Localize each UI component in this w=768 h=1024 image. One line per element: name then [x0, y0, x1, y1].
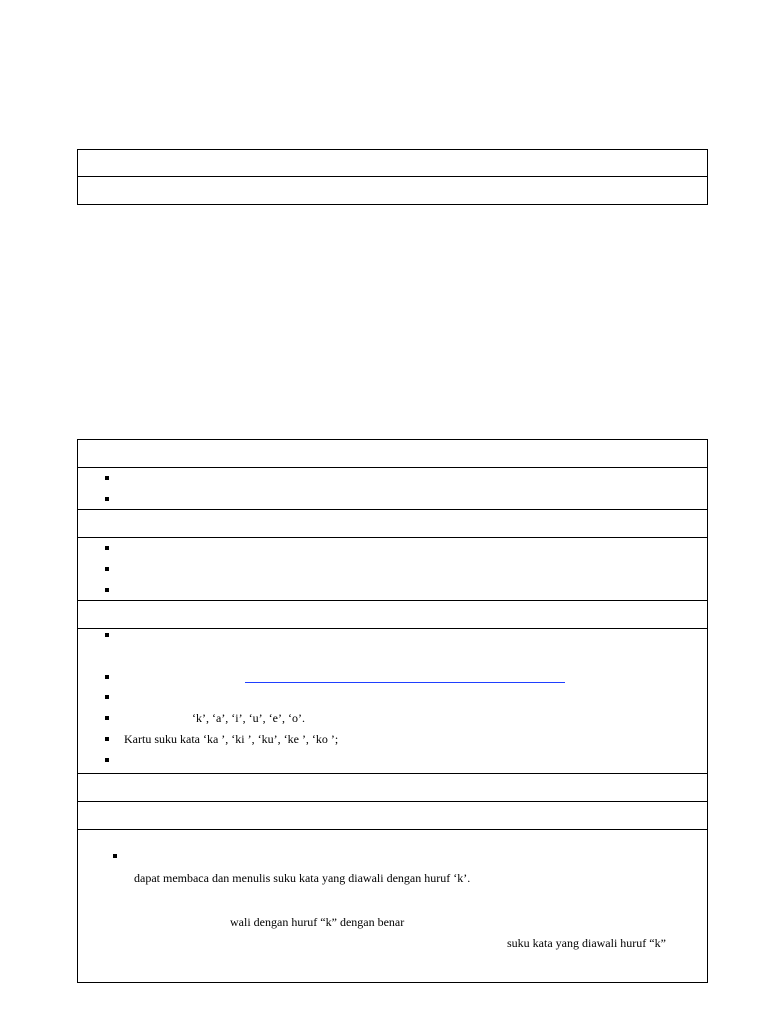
list-item — [78, 489, 707, 510]
bullet-list — [78, 468, 707, 510]
bullet-marker — [105, 633, 109, 637]
hyperlink-underline[interactable] — [245, 682, 565, 683]
bullet-marker — [113, 854, 117, 858]
section-content-row — [78, 538, 707, 601]
header-table — [77, 149, 708, 205]
bullet-marker — [105, 675, 109, 679]
list-item — [78, 538, 707, 559]
letter-cards-text: ‘k’, ‘a’, ‘i’, ‘u’, ‘e’, ‘o’. — [192, 711, 305, 725]
header-table-row — [78, 150, 707, 177]
section-header-row — [78, 802, 707, 830]
objective-text-2: wali dengan huruf “k” dengan benar — [230, 915, 405, 929]
bullet-marker — [105, 737, 109, 741]
bullet-marker — [105, 758, 109, 762]
section-header-row — [78, 440, 707, 468]
section-content-row — [78, 468, 707, 510]
bullet-marker — [105, 695, 109, 699]
syllable-cards-text: Kartu suku kata ‘ka ’, ‘ki ’, ‘ku’, ‘ke ’, ‘ko ’; — [124, 732, 339, 746]
section-header-row — [78, 774, 707, 802]
list-item — [78, 580, 707, 601]
objective-text-1: dapat membaca dan menulis suku kata yang diawali dengan huruf ‘k’. — [134, 871, 471, 885]
objectives-row — [78, 830, 707, 982]
bullet-marker — [105, 716, 109, 720]
media-row — [78, 629, 707, 774]
section-header-row — [78, 601, 707, 629]
main-table — [77, 439, 708, 983]
objective-text-3: suku kata yang diawali huruf “k” — [507, 936, 666, 950]
header-table-row — [78, 177, 707, 204]
list-item — [78, 468, 707, 489]
section-header-row — [78, 510, 707, 538]
bullet-list — [78, 538, 707, 601]
list-item — [78, 559, 707, 580]
